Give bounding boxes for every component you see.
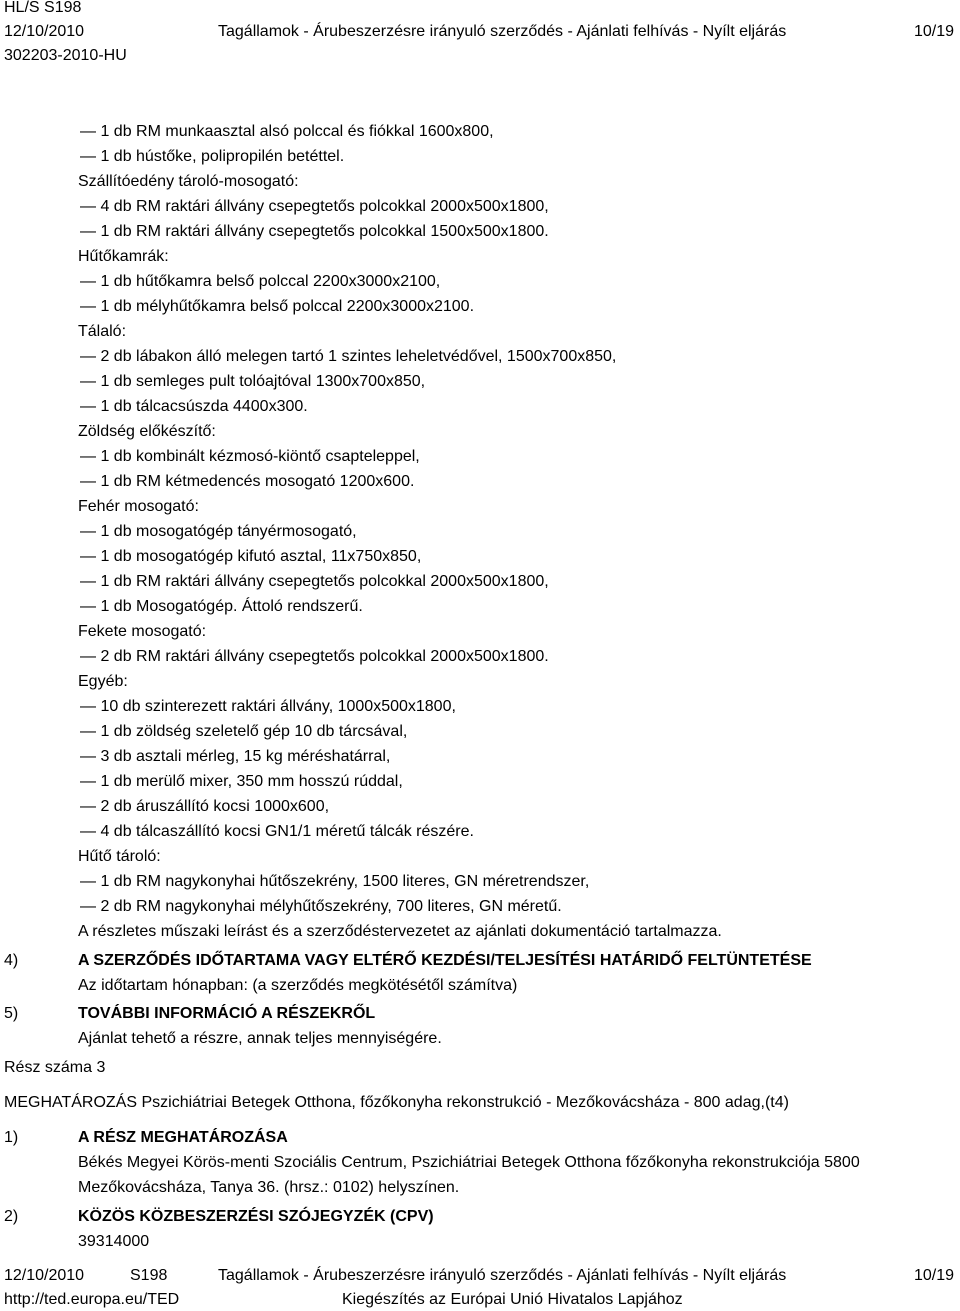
list-item: — 2 db RM raktári állvány csepegtetős polcokkal 2000x500x1800.: [80, 648, 549, 665]
footer-title: Tagállamok - Árubeszerzésre irányuló szerződés - Ajánlati felhívás - Nyílt eljárás: [218, 1267, 787, 1284]
subheading: Fehér mosogató:: [78, 498, 199, 515]
footer-date: 12/10/2010: [4, 1267, 85, 1284]
subheading: Hűtőkamrák:: [78, 248, 169, 265]
footer-page-number: 10/19: [914, 1267, 955, 1284]
part-number-label: Rész száma 3: [4, 1059, 106, 1076]
list-item: — 1 db mélyhűtőkamra belső polccal 2200x3000x2100.: [80, 298, 475, 315]
list-item: — 10 db szinterezett raktári állvány, 1000x500x1800,: [80, 698, 456, 715]
header-title: Tagállamok - Árubeszerzésre irányuló szerződés - Ajánlati felhívás - Nyílt eljárás: [218, 23, 787, 40]
list-item: — 4 db RM raktári állvány csepegtetős polcokkal 2000x500x1800,: [80, 198, 549, 215]
header-notice-id: 302203-2010-HU: [4, 47, 127, 64]
subheading: Zöldség előkészítő:: [78, 423, 216, 440]
footer-series: S198: [130, 1267, 168, 1284]
list-item: — 1 db RM nagykonyhai hűtőszekrény, 1500 literes, GN méretrendszer,: [80, 873, 590, 890]
section-number: 1): [4, 1129, 19, 1146]
subheading: Szállítóedény tároló-mosogató:: [78, 173, 299, 190]
list-item: — 4 db tálcaszállító kocsi GN1/1 méretű tálcák részére.: [80, 823, 474, 840]
section-text: Az időtartam hónapban: (a szerződés megkötésétől számítva): [78, 977, 518, 994]
section-number: 5): [4, 1005, 19, 1022]
part-definition: MEGHATÁROZÁS Pszichiátriai Betegek Otthona, főzőkonyha rekonstrukció - Mezőkovácsháza - 800 adag,(t4): [4, 1094, 789, 1111]
section-number: 2): [4, 1208, 19, 1225]
section-text: Ajánlat tehető a részre, annak teljes mennyiségére.: [78, 1030, 442, 1047]
list-item: — 1 db mosogatógép tányérmosogató,: [80, 523, 357, 540]
list-item: — 1 db RM munkaasztal alsó polccal és fiókkal 1600x800,: [80, 123, 494, 140]
footer-publisher: Kiegészítés az Európai Unió Hivatalos Lapjához: [342, 1291, 683, 1308]
subheading: Tálaló:: [78, 323, 127, 340]
subheading: Fekete mosogató:: [78, 623, 207, 640]
cpv-code: 39314000: [78, 1233, 150, 1250]
list-item: — 1 db RM raktári állvány csepegtetős polcokkal 1500x500x1800.: [80, 223, 549, 240]
list-item: — 1 db kombinált kézmosó-kiöntő csapteleppel,: [80, 448, 420, 465]
list-item: — 1 db Mosogatógép. Áttoló rendszerű.: [80, 598, 363, 615]
section-text: Békés Megyei Körös-menti Szociális Centrum, Pszichiátriai Betegek Otthona főzőkonyha rekonstrukciója 5800: [78, 1154, 860, 1171]
list-item: — 2 db lábakon álló melegen tartó 1 szintes leheletvédővel, 1500x700x850,: [80, 348, 617, 365]
list-item: — 1 db mosogatógép kifutó asztal, 11x750x850,: [80, 548, 422, 565]
subheading: Egyéb:: [78, 673, 128, 690]
list-item: — 1 db RM kétmedencés mosogató 1200x600.: [80, 473, 415, 490]
list-item: — 1 db hústőke, polipropilén betéttel.: [80, 148, 345, 165]
list-item: — 1 db semleges pult tolóajtóval 1300x700x850,: [80, 373, 426, 390]
footer-url[interactable]: http://ted.europa.eu/TED: [4, 1291, 180, 1308]
section-text: Mezőkovácsháza, Tanya 36. (hrsz.: 0102) helyszínen.: [78, 1179, 460, 1196]
list-item: — 1 db merülő mixer, 350 mm hosszú rúddal,: [80, 773, 403, 790]
section-heading: A SZERZŐDÉS IDŐTARTAMA VAGY ELTÉRŐ KEZDÉSI/TELJESÍTÉSI HATÁRIDŐ FELTÜNTETÉSE: [78, 952, 812, 969]
section-heading: KÖZÖS KÖZBESZERZÉSI SZÓJEGYZÉK (CPV): [78, 1208, 434, 1225]
list-item: — 1 db hűtőkamra belső polccal 2200x3000x2100,: [80, 273, 441, 290]
header-series: HL/S S198: [4, 0, 82, 16]
list-item: — 1 db zöldség szeletelő gép 10 db tárcsával,: [80, 723, 408, 740]
list-item: — 2 db RM nagykonyhai mélyhűtőszekrény, 700 literes, GN méretű.: [80, 898, 562, 915]
list-item: — 1 db tálcacsúszda 4400x300.: [80, 398, 308, 415]
list-item: — 2 db áruszállító kocsi 1000x600,: [80, 798, 330, 815]
header-date: 12/10/2010: [4, 23, 85, 40]
list-item: — 1 db RM raktári állvány csepegtetős polcokkal 2000x500x1800,: [80, 573, 549, 590]
subheading: Hűtő tároló:: [78, 848, 161, 865]
section-heading: TOVÁBBI INFORMÁCIÓ A RÉSZEKRŐL: [78, 1005, 376, 1022]
list-item: — 3 db asztali mérleg, 15 kg méréshatárral,: [80, 748, 391, 765]
section-number: 4): [4, 952, 19, 969]
description-text: A részletes műszaki leírást és a szerződéstervezetet az ajánlati dokumentáció tartalmazza.: [78, 923, 722, 940]
header-page-number: 10/19: [914, 23, 955, 40]
section-heading: A RÉSZ MEGHATÁROZÁSA: [78, 1129, 288, 1146]
